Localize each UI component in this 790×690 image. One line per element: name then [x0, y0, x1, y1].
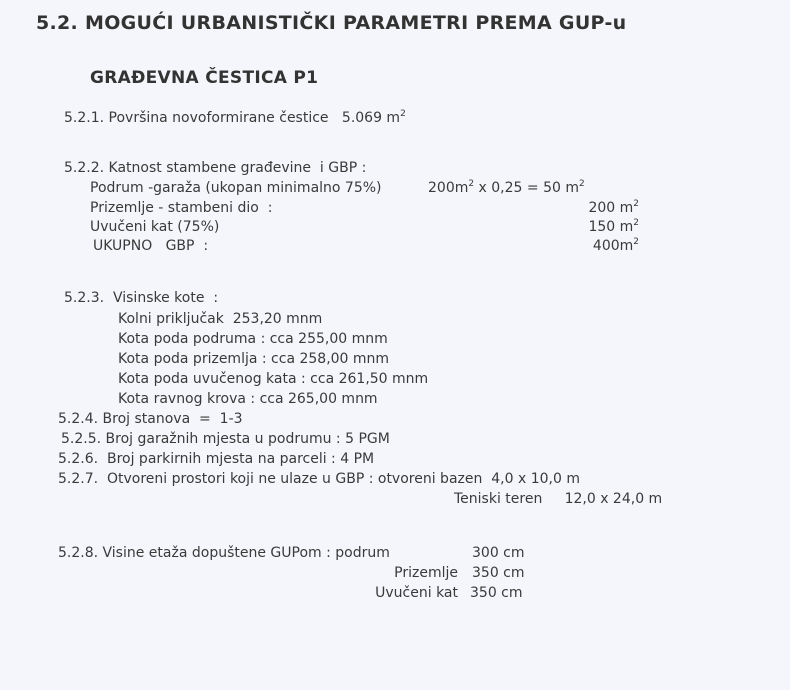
parcel-area-line — [64, 110, 406, 126]
gbp-row-recessed-value — [588, 219, 639, 235]
value-text: 150 m — [588, 219, 634, 235]
height-level-row: Kota ravnog krova : cca 265,00 mnm — [118, 391, 378, 407]
open-spaces-line: 5.2.7. Otvoreni prostori koji ne ulaze u GBP : otvoreni bazen 4,0 x 10,0 m — [58, 471, 580, 487]
garage-spaces-count: 5.2.5. Broj garažnih mjesta u podrumu : 5 PGM — [61, 431, 390, 447]
floor-height-ground-value: 350 cm — [472, 565, 525, 581]
parcel-area-value: 5.069 m — [341, 110, 401, 126]
floor-height-recessed-value: 350 cm — [470, 585, 523, 601]
section-heading: 5.2. MOGUĆI URBANISTIČKI PARAMETRI PREMA GUP-u — [36, 12, 627, 34]
height-level-row: Kota poda uvučenog kata : cca 261,50 mnm — [118, 371, 429, 387]
gbp-row-ground-value — [588, 200, 639, 216]
gbp-row-recessed-label: Uvučeni kat (75%) — [90, 219, 220, 235]
value-text: 400m — [592, 238, 634, 254]
gbp-row-basement-label: Podrum -garaža (ukopan minimalno 75%) — [90, 180, 382, 196]
tennis-court-line: Teniski teren 12,0 x 24,0 m — [454, 491, 663, 507]
gbp-row-basement-calc — [428, 180, 585, 196]
parking-spaces-count: 5.2.6. Broj parkirnih mjesta na parceli : 4 PM — [58, 451, 375, 467]
floor-heights-label: 5.2.8. Visine etaža dopuštene GUPom : podrum — [58, 545, 390, 561]
calc-sup-b: 2 — [578, 179, 585, 189]
calc-sup-a: 2 — [468, 179, 475, 189]
floor-height-basement-value: 300 cm — [472, 545, 525, 561]
height-level-row: Kolni priključak 253,20 mnm — [118, 311, 323, 327]
height-level-row: Kota poda prizemlja : cca 258,00 mnm — [118, 351, 390, 367]
calc-area: 200m — [428, 180, 469, 196]
floor-height-ground-label: Prizemlje — [394, 565, 458, 581]
gbp-row-total-label: UKUPNO GBP : — [93, 238, 209, 254]
apartments-count: 5.2.4. Broj stanova = 1-3 — [58, 411, 243, 427]
calc-result: x 0,25 = 50 m — [474, 180, 579, 196]
parcel-area-unit-sup: 2 — [400, 109, 406, 119]
height-level-row: Kota poda podruma : cca 255,00 mnm — [118, 331, 388, 347]
gbp-row-ground-label: Prizemlje - stambeni dio : — [90, 200, 273, 216]
value-sup: 2 — [633, 237, 639, 247]
gbp-row-total-value — [593, 238, 639, 254]
floors-gbp-label: 5.2.2. Katnost stambene građevine i GBP : — [64, 160, 367, 176]
parcel-area-label: 5.2.1. Površina novoformirane čestice — [64, 110, 329, 126]
parcel-subheading: GRAĐEVNA ČESTICA P1 — [90, 68, 319, 88]
value-sup: 2 — [633, 218, 639, 228]
floor-height-recessed-label: Uvučeni kat — [375, 585, 458, 601]
height-levels-label: 5.2.3. Visinske kote : — [64, 290, 219, 306]
value-sup: 2 — [633, 199, 639, 209]
value-text: 200 m — [588, 200, 634, 216]
